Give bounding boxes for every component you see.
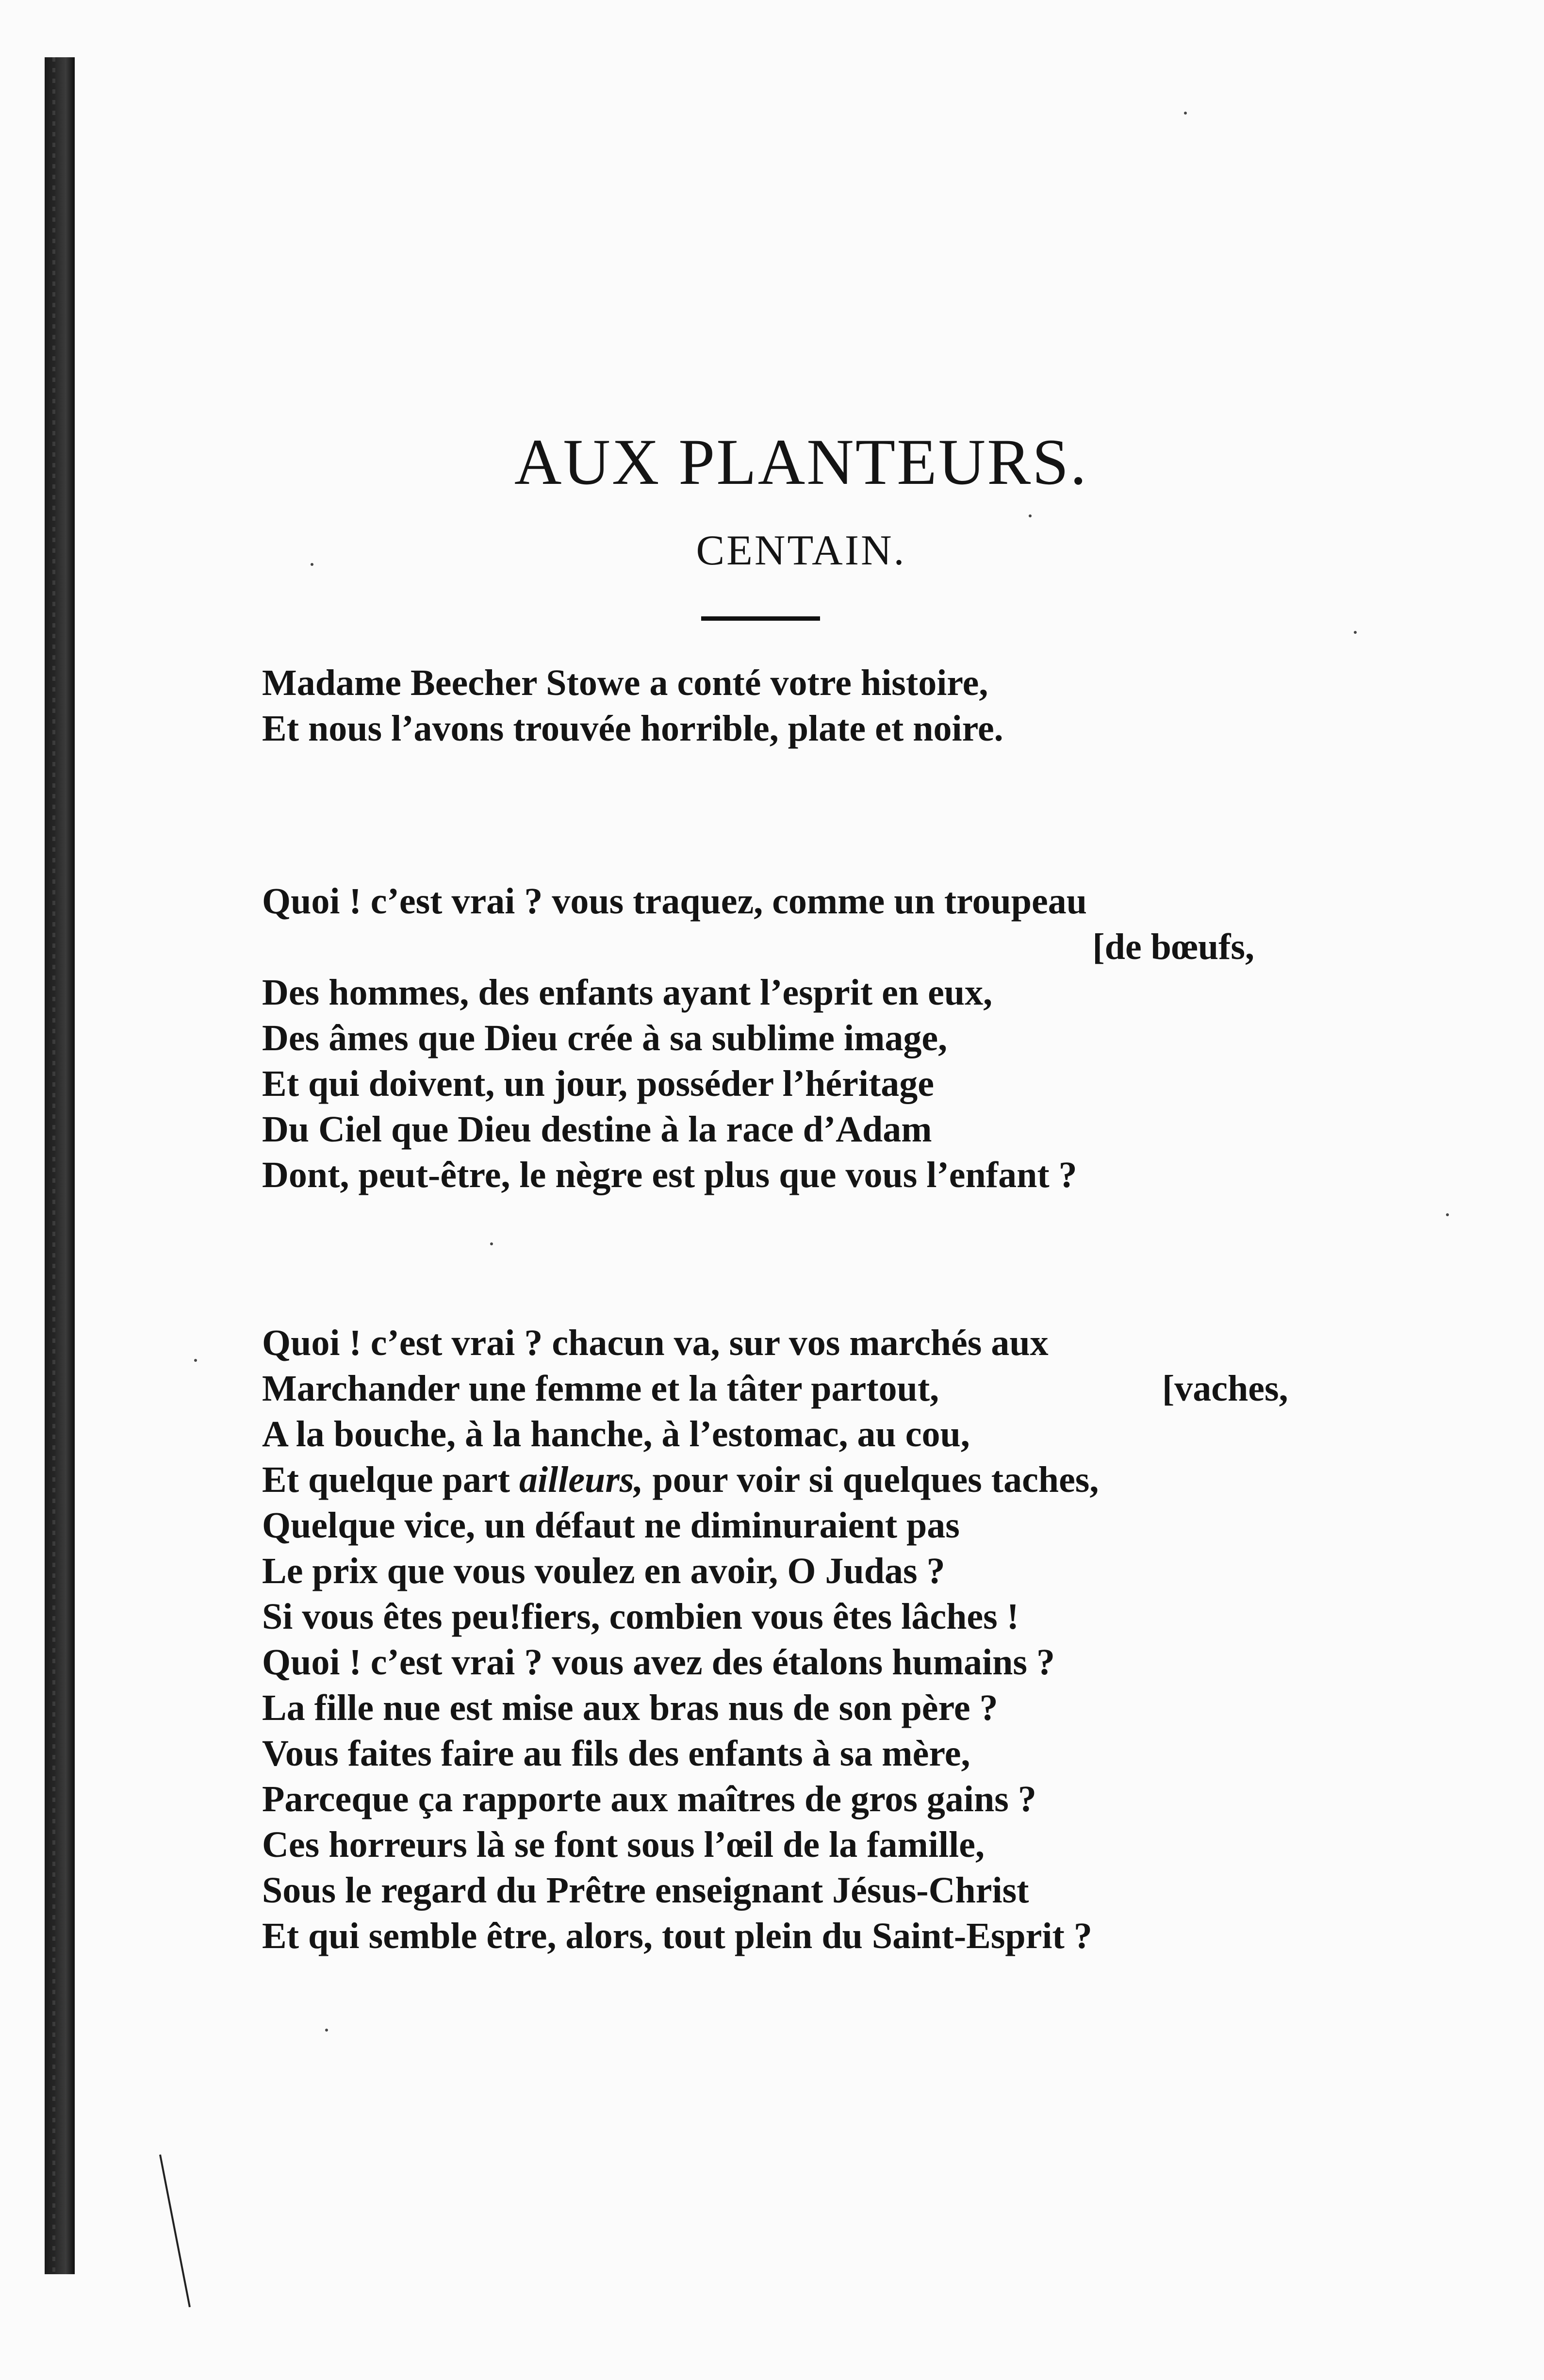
ink-speck xyxy=(1354,631,1357,634)
verse-line-text: Marchander une femme et la tâter partout, xyxy=(262,1368,939,1409)
verse-line-text: pour voir si quelques taches, xyxy=(643,1459,1099,1500)
verse-line: Dont, peut-être, le nègre est plus que vous l’enfant ? xyxy=(262,1155,1077,1195)
verse-line: Du Ciel que Dieu destine à la race d’Adam xyxy=(262,1109,932,1150)
verse-line: Et nous l’avons trouvée horrible, plate et noire. xyxy=(262,708,1003,749)
title-divider-rule xyxy=(701,616,820,621)
ink-speck xyxy=(490,1242,493,1245)
verse-line: Madame Beecher Stowe a conté votre histoire, xyxy=(262,662,988,703)
verse-line: Des âmes que Dieu crée à sa sublime image, xyxy=(262,1018,948,1058)
verse-italic-word: ailleurs, xyxy=(519,1459,643,1500)
ink-speck xyxy=(1029,514,1032,517)
ink-speck xyxy=(194,1359,197,1362)
verse-line: La fille nue est mise aux bras nus de son père ? xyxy=(262,1687,998,1728)
verse-line-continuation: [de bœufs, xyxy=(1092,926,1254,967)
verse-line: Si vous êtes peu!fiers, combien vous êtes lâches ! xyxy=(262,1596,1019,1637)
ink-speck xyxy=(1184,112,1187,115)
stanza-1 xyxy=(262,660,1310,751)
stray-pen-mark xyxy=(159,2154,191,2307)
verse-line: Parceque ça rapporte aux maîtres de gros gains ? xyxy=(262,1779,1036,1819)
verse-line: Sous le regard du Prêtre enseignant Jésus-Christ xyxy=(262,1870,1029,1911)
verse-line: Le prix que vous voulez en avoir, O Judas ? xyxy=(262,1551,945,1591)
verse-line: Quoi ! c’est vrai ? chacun va, sur vos marchés aux xyxy=(262,1322,1049,1363)
ink-speck xyxy=(325,2029,328,2032)
verse-line: Des hommes, des enfants ayant l’esprit en eux, xyxy=(262,972,993,1013)
verse-line: Et qui semble être, alors, tout plein du Saint-Esprit ? xyxy=(262,1916,1092,1956)
verse-line: Vous faites faire au fils des enfants à sa mère, xyxy=(262,1733,970,1774)
page-binding-edge xyxy=(45,57,75,2274)
verse-line xyxy=(262,1457,1310,1503)
stanza-3 xyxy=(262,1320,1310,1959)
verse-line: Ces horreurs là se font sous l’œil de la famille, xyxy=(262,1824,985,1865)
verse-line: A la bouche, à la hanche, à l’estomac, au cou, xyxy=(262,1414,970,1454)
verse-line: Et qui doivent, un jour, posséder l’héritage xyxy=(262,1063,935,1104)
verse-line-text: Et quelque part xyxy=(262,1459,519,1500)
verse-line xyxy=(262,1366,1310,1411)
verse-line: Quoi ! c’est vrai ? vous avez des étalons humains ? xyxy=(262,1642,1055,1683)
poem-subtitle: CENTAIN. xyxy=(696,527,906,574)
verse-line-continuation: [vaches, xyxy=(1162,1368,1288,1409)
verse-line: Quelque vice, un défaut ne diminuraient pas xyxy=(262,1505,960,1546)
ink-speck xyxy=(1446,1213,1449,1216)
stanza-2 xyxy=(262,878,1310,1198)
poem-title: AUX PLANTEURS. xyxy=(514,426,1088,498)
verse-line: Quoi ! c’est vrai ? vous traquez, comme un troupeau xyxy=(262,881,1087,922)
